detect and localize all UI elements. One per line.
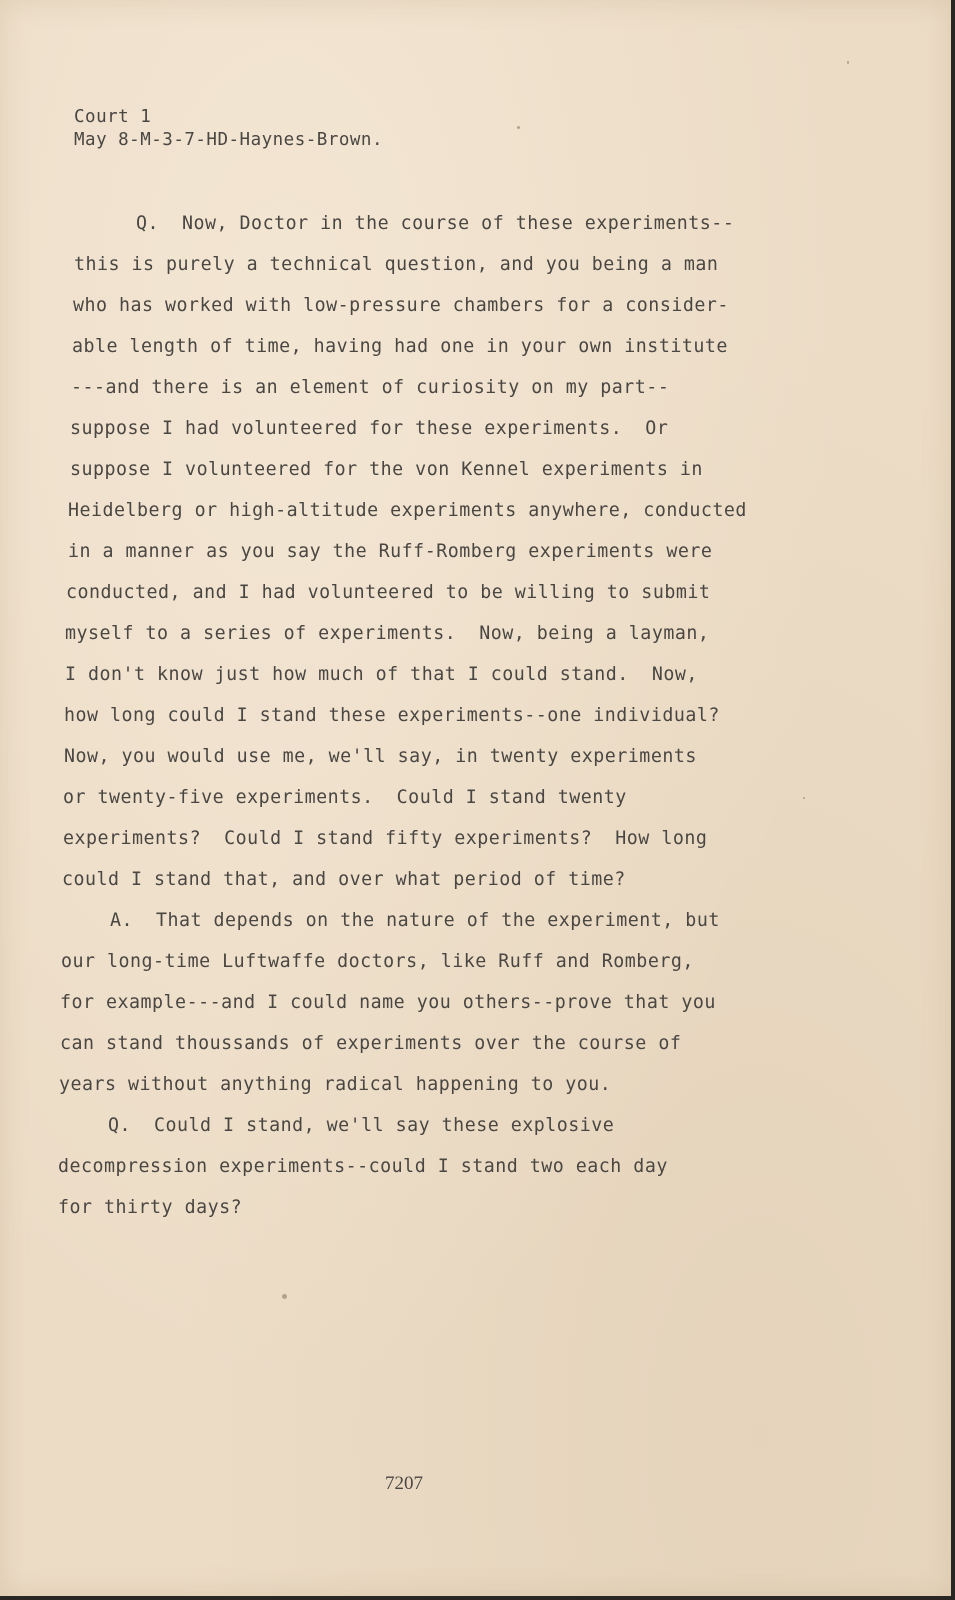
transcript-line: Q. Now, Doctor in the course of these experiments-- [136,213,735,234]
transcript-line: this is purely a technical question, and you being a man [74,254,719,275]
paper-speck [803,797,805,799]
transcript-line: Q. Could I stand, we'll say these explosive [108,1115,615,1136]
transcript-line: A. That depends on the nature of the experiment, but [110,910,720,931]
page-number: 7207 [385,1473,423,1494]
transcript-line: could I stand that, and over what period of time? [62,869,626,890]
transcript-line: or twenty-five experiments. Could I stand twenty [63,787,627,808]
paper-speck [517,126,520,129]
transcript-line: ---and there is an element of curiosity on my part-- [71,377,670,398]
header-court-line: Court 1 [74,107,152,127]
transcript-line: Heidelberg or high-altitude experiments anywhere, conducted [68,500,747,521]
transcript-line: can stand thoussands of experiments over the course of [60,1033,682,1054]
transcript-line: suppose I had volunteered for these experiments. Or [70,418,669,439]
header-reference-line: May 8-M-3-7-HD-Haynes-Brown. [74,130,384,150]
transcript-line: how long could I stand these experiments--one individual? [64,705,720,726]
transcript-line: who has worked with low-pressure chambers for a consider- [73,295,729,316]
transcript-line: experiments? Could I stand fifty experiments? How long [63,828,708,849]
transcript-line: Now, you would use me, we'll say, in twenty experiments [64,746,697,767]
transcript-line: able length of time, having had one in your own institute [72,336,728,357]
transcript-line: for example---and I could name you others--prove that you [60,992,716,1013]
transcript-line: years without anything radical happening to you. [59,1074,612,1095]
paper-speck [282,1294,287,1299]
transcript-line: myself to a series of experiments. Now, being a layman, [65,623,710,644]
transcript-line: decompression experiments--could I stand two each day [58,1156,668,1177]
transcript-line: suppose I volunteered for the von Kennel experiments in [70,459,703,480]
transcript-line: our long-time Luftwaffe doctors, like Ruff and Romberg, [61,951,694,972]
paper-speck [847,61,849,64]
transcript-line: in a manner as you say the Ruff-Romberg experiments were [68,541,713,562]
transcript-line: conducted, and I had volunteered to be willing to submit [66,582,711,603]
transcript-line: for thirty days? [58,1197,243,1218]
transcript-line: I don't know just how much of that I could stand. Now, [65,664,698,685]
